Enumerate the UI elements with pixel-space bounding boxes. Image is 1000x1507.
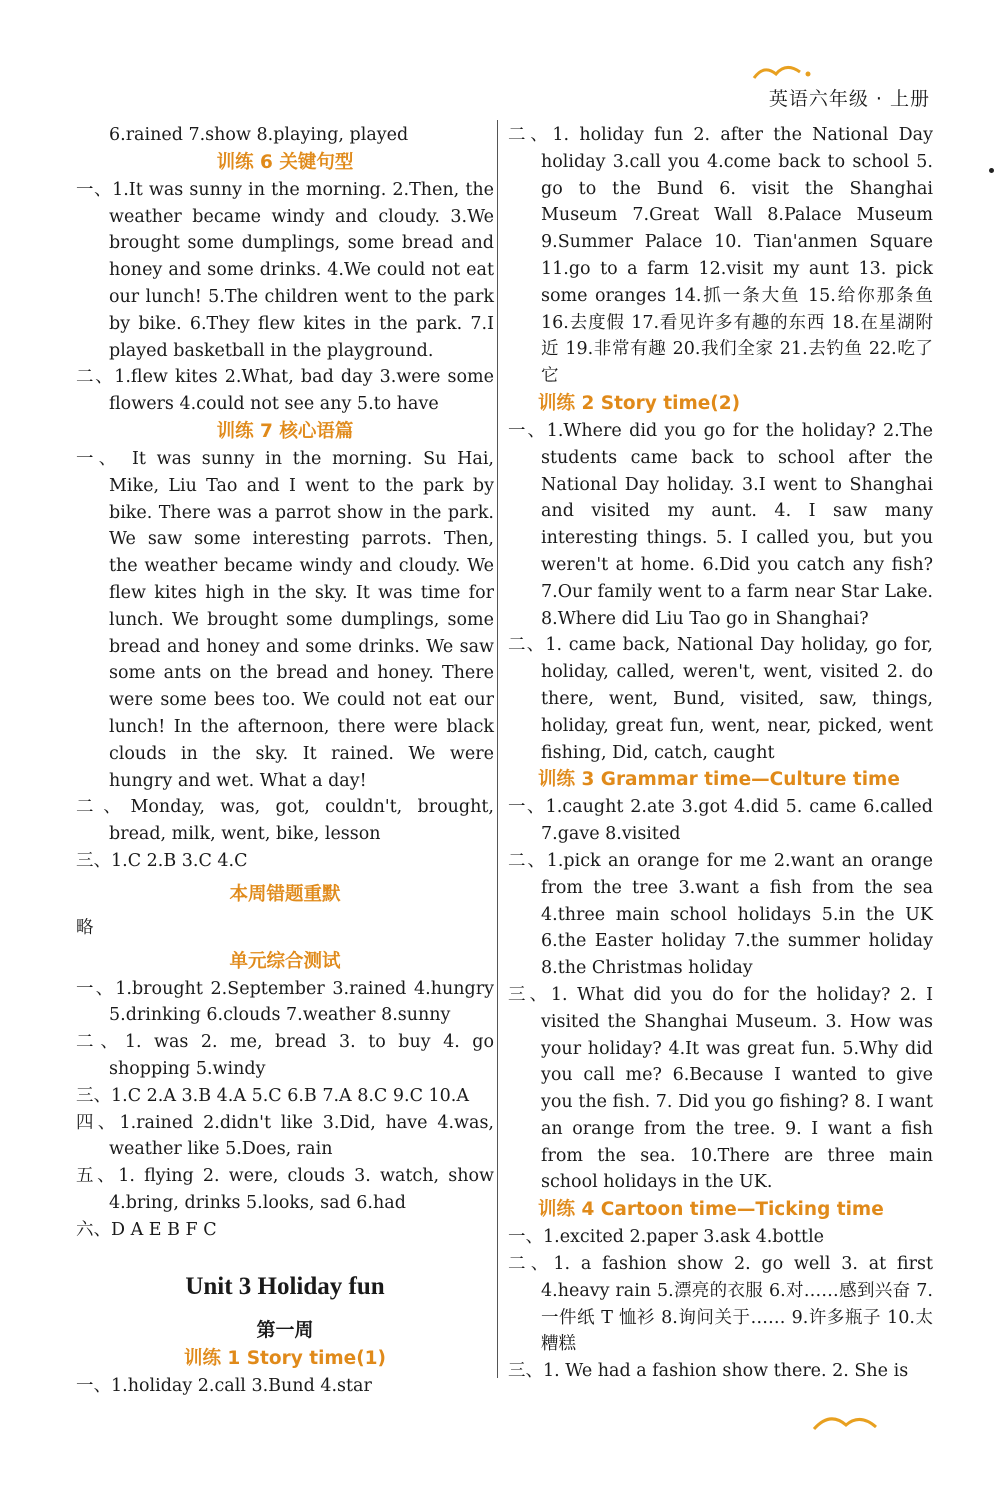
- section-heading: 训练 3 Grammar time—Culture time: [538, 769, 900, 791]
- answer-block: 二、1.flew kites 2.What, bad day 3.were some flowers 4.could not see any 5.to have: [76, 367, 494, 415]
- answer-line: 6.rained 7.show 8.playing, played: [109, 125, 409, 145]
- week-heading: 第一周: [256, 1319, 314, 1342]
- section-heading: 训练 1 Story time(1): [183, 1348, 387, 1370]
- section-heading: 训练 2 Story time(2): [538, 392, 741, 414]
- left-column: [76, 122, 494, 1400]
- answer-block: 三、1.C 2.B 3.C 4.C: [76, 850, 248, 871]
- section-heading: 训练 7 核心语篇: [216, 420, 354, 442]
- section-heading: 单元综合测试: [229, 950, 341, 972]
- section-heading: 训练 4 Cartoon time—Ticking time: [538, 1199, 884, 1221]
- right-column: [508, 122, 933, 1385]
- section-heading: 训练 6 关键句型: [216, 151, 354, 173]
- book-title: 英语六年级 · 上册: [768, 88, 930, 110]
- answer-block: 二、1. holiday fun 2. after the National Day holiday 3.call you 4.come back to school 5. go to the Bund 6. visit the Shanghai Museum 7.Great Wall 8.Palace Museum 9.Summer Palace 10. Tian'anmen Square 11.go to a farm 12.visit my aunt 13. pick some oranges 14.抓一条大鱼 15.给你那条鱼 16.去度假 17.看见许多有趣的东西 18.在星湖附近 19.非常有趣 20.我们全家 21.去钓鱼 22.吃了它: [508, 125, 933, 387]
- answer-block: 一、1.holiday 2.call 3.Bund 4.star: [76, 1376, 372, 1397]
- answer-block: 三、1. We had a fashion show there. 2. She is: [508, 1361, 909, 1382]
- answer-block: 一、1.Where did you go for the holiday? 2.The students came back to school after the National Day holiday. 3.I went to Shanghai and visited my aunt. 4. I saw many interesting things. 5. I called you, but you weren't at home. 6.Did you catch any fish? 7.Our family went to a farm near Star Lake. 8.Where did Liu Tao go in Shanghai?: [508, 420, 933, 629]
- answer-block: 三、1.C 2.A 3.B 4.A 5.C 6.B 7.A 8.C 9.C 10.A: [76, 1085, 469, 1106]
- answer-block: 三、1. What did you do for the holiday? 2. I visited the Shanghai Museum. 3. How was your holiday? 4.It was great fun. 5.Why did you call me? 6.Because I wanted to give you the fish. 7. Did you go fishing? 8. I want an orange from the tree. 9. I want a fish from the sea. 10.There are three main school holidays in the UK.: [508, 984, 933, 1193]
- page-number-decoration-icon: [810, 1409, 880, 1437]
- answer-block: 二、1.pick an orange for me 2.want an orange from the tree 3.want a fish from the sea 4.three main school holidays 5.in the UK 6.the Easter holiday 7.the summer holiday 8.the Christmas holiday: [508, 850, 933, 979]
- answer-block: 一、 It was sunny in the morning. Su Hai, Mike, Liu Tao and I went to the park by bike. There was a parrot show in the park. We saw some interesting parrots. Then, the weather became windy and cloudy. We flew kites high in the sky. It was time for lunch. We brought some dumplings, some bread and honey and some drinks. We saw some ants on the bread and honey. There were some bees too. We could not eat our lunch! In the afternoon, there were black clouds in the sky. It rained. We were hungry and wet. What a day!: [76, 448, 494, 791]
- bird-decoration-icon: [750, 60, 820, 84]
- answer-block: 二、1. came back, National Day holiday, go for, holiday, called, weren't, went, visited 2. do there, went, Bund, visited, saw, things, holiday, great fun, went, near, picked, went fishing, Did, catch, caught: [508, 635, 933, 763]
- answer-block: 二、1. a fashion show 2. go well 3. at first 4.heavy rain 5.漂亮的衣服 6.对……感到兴奋 7.一件纸 T 恤衫 8.询问关于…… 9.许多瓶子 10.太糟糕: [508, 1254, 933, 1355]
- answer-line: 略: [76, 917, 94, 938]
- page-header: [769, 60, 930, 111]
- margin-dot: [989, 168, 994, 173]
- answer-block: 二、Monday, was, got, couldn't, brought, bread, milk, went, bike, lesson: [76, 797, 494, 845]
- column-divider: [497, 120, 498, 1378]
- answer-block: 一、1.caught 2.ate 3.got 4.did 5. came 6.called 7.gave 8.visited: [508, 797, 933, 845]
- answer-block: 一、1.brought 2.September 3.rained 4.hungry 5.drinking 6.clouds 7.weather 8.sunny: [76, 978, 494, 1026]
- section-heading: 本周错题重默: [229, 883, 341, 905]
- answer-block: 四、1.rained 2.didn't like 3.Did, have 4.was, weather like 5.Does, rain: [76, 1112, 494, 1160]
- unit-title: Unit 3 Holiday fun: [185, 1273, 385, 1301]
- answer-block: 五、1. flying 2. were, clouds 3. watch, show 4.bring, drinks 5.looks, sad 6.had: [76, 1166, 494, 1213]
- answer-block: 一、1.It was sunny in the morning. 2.Then, the weather became windy and cloudy. 3.We brought some dumplings, some bread and honey and some drinks. 4.We could not eat our lunch! 5.The children went to the park by bike. 6.They flew kites in the park. 7.I played basketball in the playground.: [76, 179, 494, 361]
- answer-block: 一、1.excited 2.paper 3.ask 4.bottle: [508, 1227, 825, 1248]
- answer-block: 二、1. was 2. me, bread 3. to buy 4. go shopping 5.windy: [76, 1032, 494, 1079]
- answer-block: 六、D A E B F C: [76, 1219, 217, 1240]
